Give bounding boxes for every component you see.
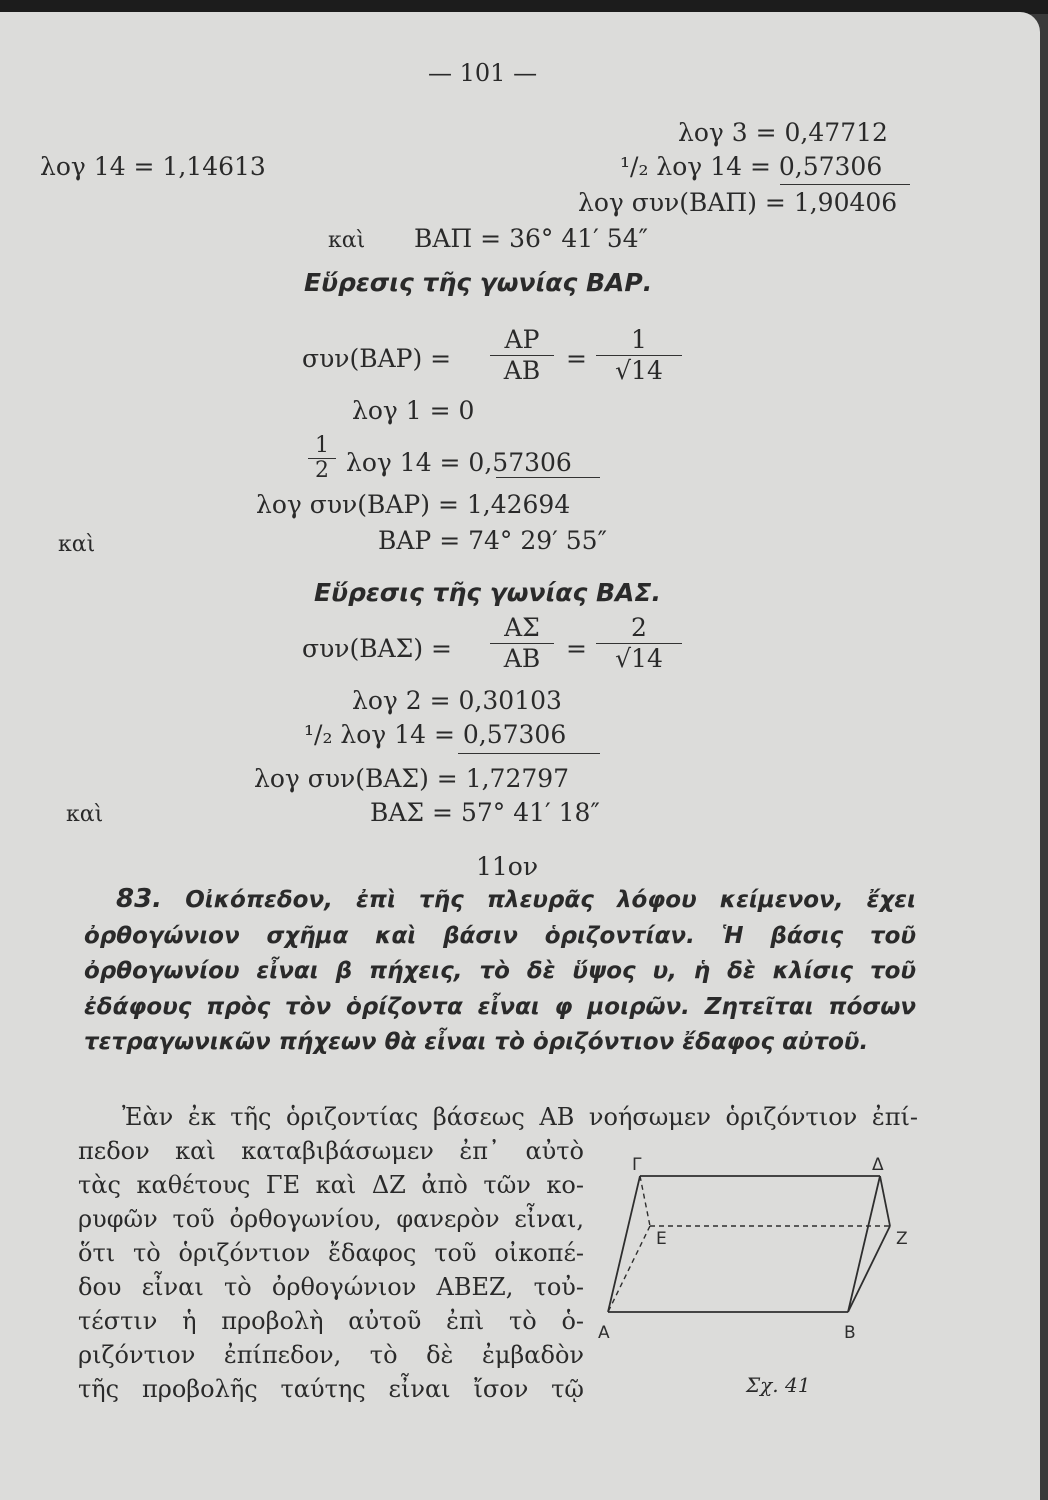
kai-label-3: καὶ <box>66 802 104 827</box>
angle-bas-result: ΒΑΣ = 57° 41′ 18″ <box>370 798 600 827</box>
fraction-denominator: ΑΒ <box>503 356 541 385</box>
fraction-numerator: ΑΡ <box>504 325 540 354</box>
cos-bas-lhs: συν(ΒΑΣ) = <box>302 634 452 663</box>
sum-rule <box>780 184 910 185</box>
angle-bap-result: ΒΑΠ = 36° 41′ 54″ <box>414 224 648 253</box>
log-14-line: λογ 14 = 1,14613 <box>40 152 266 181</box>
fraction-numerator: 1 <box>631 325 647 354</box>
page-number: — 101 — <box>428 59 538 87</box>
edge-d-b <box>848 1176 880 1312</box>
label-gamma: Γ <box>632 1155 642 1175</box>
fraction-denominator: ΑΒ <box>503 644 541 673</box>
fraction-2-sqrt14 <box>596 613 682 674</box>
equals-sign: = <box>566 634 587 663</box>
sum-rule <box>496 477 600 478</box>
label-epsilon: Ε <box>656 1229 667 1249</box>
log-2-line: λογ 2 = 0,30103 <box>352 686 562 715</box>
fraction-denominator: √14 <box>615 356 663 385</box>
edge-e-a-hidden <box>608 1226 650 1312</box>
section-label: 11ον <box>476 852 539 881</box>
fraction-denominator: 2 <box>315 458 329 483</box>
edge-g-a <box>608 1176 640 1312</box>
solution-line-9: τῆς προβολῆς ταύτης εἶναι ἴσον τῷ <box>78 1375 584 1403</box>
log-cos-bas-line: λογ συν(ΒΑΣ) = 1,72797 <box>254 764 570 793</box>
edge-d-z <box>880 1176 890 1226</box>
fraction-1-sqrt14 <box>596 325 682 386</box>
cos-bar-lhs: συν(ΒΑΡ) = <box>302 344 452 373</box>
solution-line-1: Ἐὰν ἐκ τῆς ὁριζοντίας βάσεως ΑΒ νοήσωμεν ὁριζόντιον ἐπί- <box>122 1103 918 1131</box>
log-3-line: λογ 3 = 0,47712 <box>678 118 888 147</box>
heading-find-angle-bar: Εὕρεσις τῆς γωνίας ΒΑΡ. <box>304 268 653 297</box>
angle-bar-result: ΒΑΡ = 74° 29′ 55″ <box>378 526 607 555</box>
solution-line-8: ριζόντιον ἐπίπεδον, τὸ δὲ ἐμβαδὸν <box>78 1341 584 1369</box>
kai-label-2: καὶ <box>58 532 96 557</box>
label-delta: Δ <box>872 1155 884 1175</box>
fraction-denominator: √14 <box>615 644 663 673</box>
fraction-as-ab <box>490 613 554 674</box>
book-page <box>0 12 1040 1500</box>
edge-g-e-hidden <box>640 1176 650 1226</box>
fraction-numerator: 1 <box>315 433 329 458</box>
label-beta: Β <box>844 1323 856 1343</box>
sum-rule <box>458 753 600 754</box>
solution-line-3: τὰς καθέτους ΓΕ καὶ ΔΖ ἀπὸ τῶν κο- <box>78 1171 584 1199</box>
figure-caption: Σχ. 41 <box>746 1373 811 1397</box>
problem-text: Οἰκόπεδον, ἐπὶ τῆς πλευρᾶς λόφου κείμενον, ἔχει ὀρθογώνιον σχῆμα καὶ βάσιν ὁριζοντίαν. Ἡ βάσις τοῦ ὀρθογωνίου εἶναι β πήχεις, τὸ δὲ ὕψος υ, ἡ δὲ κλίσις τοῦ ἐδάφους πρὸς τὸν ὁρίζοντα εἶναι φ μοιρῶν. Ζητεῖται πόσων τετραγωνικῶν πήχεων θὰ εἶναι τὸ ὁριζόντιον ἔδαφος αὐτοῦ. <box>84 887 916 1055</box>
fraction-ap-ab <box>490 325 554 386</box>
solution-line-4: ρυφῶν τοῦ ὀρθογωνίου, φανερὸν εἶναι, <box>78 1205 584 1233</box>
fraction-numerator: ΑΣ <box>504 613 540 642</box>
log-1-line: λογ 1 = 0 <box>352 396 475 425</box>
figure-41-diagram <box>596 1152 916 1372</box>
problem-83 <box>84 882 916 1061</box>
edge-z-b <box>848 1226 890 1312</box>
solution-line-5: ὅτι τὸ ὁριζόντιον ἔδαφος τοῦ οἰκοπέ- <box>78 1239 584 1267</box>
heading-find-angle-bas: Εὕρεσις τῆς γωνίας ΒΑΣ. <box>314 578 661 607</box>
log-cos-bap-line: λογ συν(ΒΑΠ) = 1,90406 <box>578 188 898 217</box>
fraction-numerator: 2 <box>631 613 647 642</box>
fraction-one-half <box>308 434 336 483</box>
log-cos-bar-line: λογ συν(ΒΑΡ) = 1,42694 <box>256 490 571 519</box>
label-alpha: Α <box>598 1323 610 1343</box>
equals-sign: = <box>566 344 587 373</box>
solution-line-6: δου εἶναι τὸ ὀρθογώνιον ΑΒΕΖ, τοὐ- <box>78 1273 584 1301</box>
problem-number: 83. <box>116 884 163 914</box>
half-log-14-line-2: ¹/₂ λογ 14 = 0,57306 <box>304 720 567 749</box>
kai-label-1: καὶ <box>328 228 366 253</box>
log-14-half-line: λογ 14 = 0,57306 <box>346 448 572 477</box>
label-zeta: Ζ <box>896 1229 908 1249</box>
solution-line-2: πεδον καὶ καταβιβάσωμεν ἐπ᾽ αὐτὸ <box>78 1137 584 1165</box>
half-log-14-line: ¹/₂ λογ 14 = 0,57306 <box>620 152 883 181</box>
solution-line-7: τέστιν ἡ προβολὴ αὐτοῦ ἐπὶ τὸ ὁ- <box>78 1307 584 1335</box>
